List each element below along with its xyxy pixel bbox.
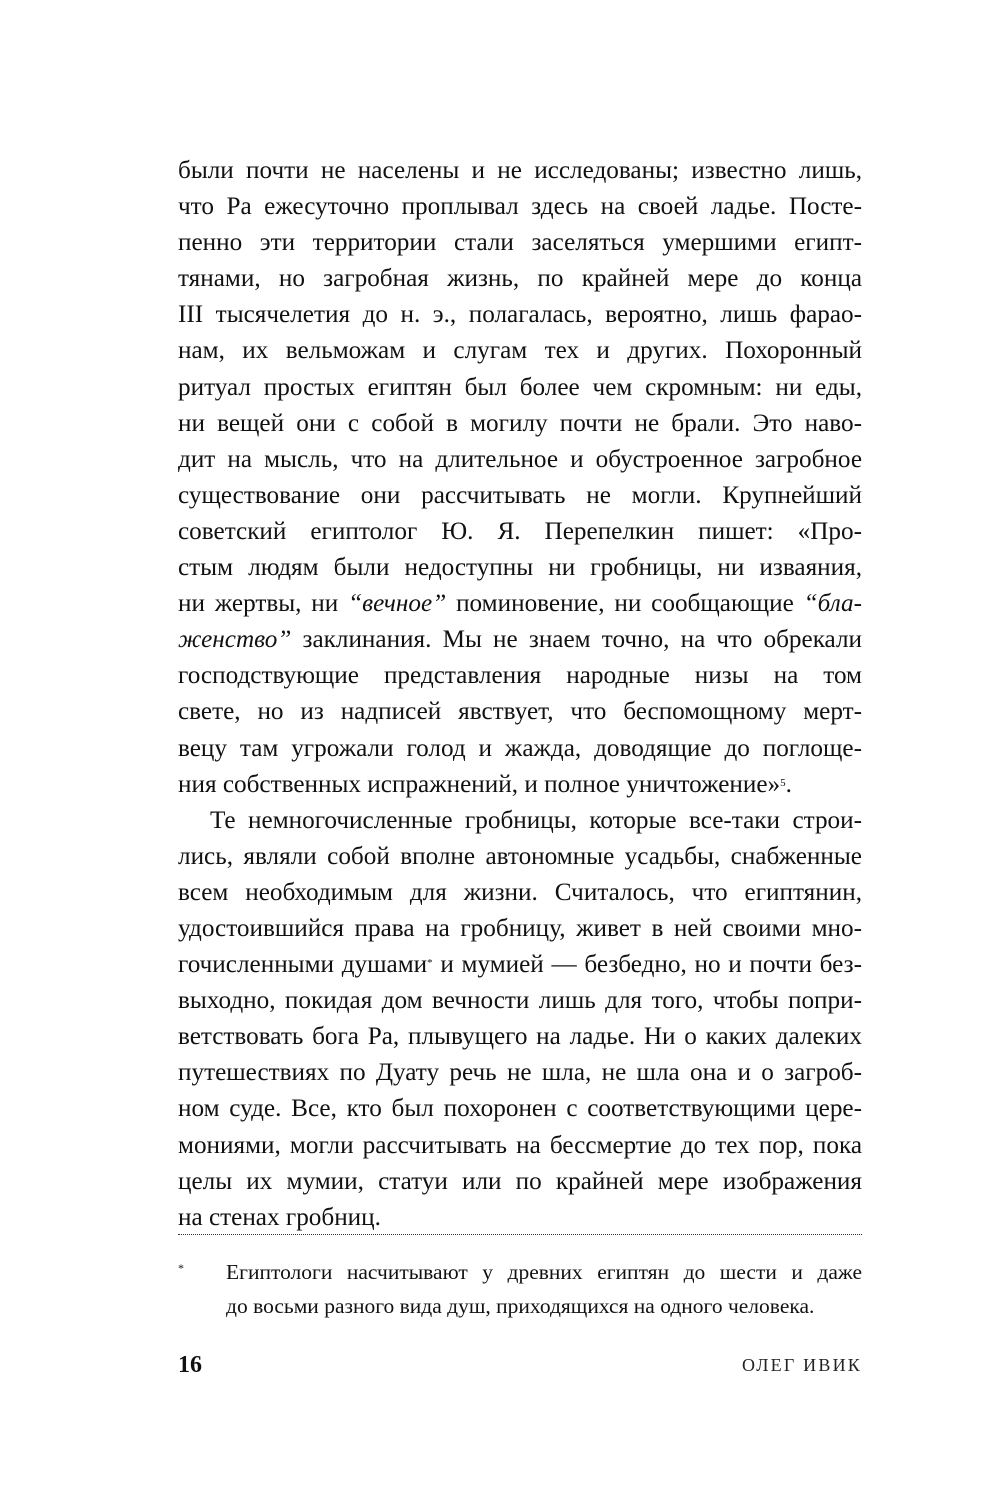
footnote-mark: * [178, 1261, 184, 1275]
text-run: гочисленными душами [178, 951, 428, 979]
footnote-line: до восьми разного вида душ, приходящихся на одного человека. [226, 1294, 815, 1318]
text-run: ни вещей они с собой в могилу почти не брали. Это наво- [178, 409, 862, 437]
text-run: и мумией — безбедно, но и почти без- [432, 951, 862, 979]
text-line [178, 1055, 862, 1091]
text-line [178, 370, 862, 406]
running-header-author: ОЛЕГ ИВИК [741, 1355, 862, 1375]
paragraph [178, 803, 862, 1236]
text-run: тянами, но загробная жизнь, по крайней мере до конца [178, 265, 862, 293]
text-run: выходно, покидая дом вечности лишь для того, чтобы попри- [178, 987, 862, 1015]
text-run: нам, их вельможам и слугам тех и других. Похоронный [178, 337, 862, 365]
text-run: свете, но из надписей явствует, что беспомощному мерт- [178, 698, 862, 726]
text-line [178, 514, 862, 550]
text-line [178, 1019, 862, 1055]
text-line [178, 803, 862, 839]
text-line [178, 983, 862, 1019]
text-run: дит на мысль, что на длительное и обустроенное загробное [178, 445, 862, 473]
page-number: 16 [178, 1352, 202, 1378]
text-run: были почти не населены и не исследованы; известно лишь, [178, 157, 862, 184]
text-run: ном суде. Все, кто был похоронен с соответствующими цере- [178, 1095, 862, 1123]
text-line [178, 911, 862, 947]
text-line [178, 1128, 862, 1164]
footnote-text [226, 1255, 862, 1323]
text-run: заклинания. Мы не знаем точно, на что обрекали [291, 626, 862, 654]
text-line [178, 153, 862, 189]
text-line [178, 839, 862, 875]
footnote-divider [178, 1234, 862, 1235]
text-run: III тысячелетия до н. э., полагалась, вероятно, лишь фарао- [178, 301, 862, 329]
italic-text: женство” [178, 626, 292, 654]
note-reference: 5 [780, 776, 786, 789]
footnote-line: Египтологи насчитывают у древних египтян до шести и даже [226, 1260, 862, 1284]
text-run: на стенах гробниц. [178, 1203, 381, 1231]
text-line [178, 767, 862, 803]
text-run: . [785, 770, 792, 798]
text-line [178, 1200, 862, 1236]
text-run: вецу там угрожали голод и жажда, доводящие до поглоще- [178, 734, 862, 762]
text-run: что Ра ежесуточно проплывал здесь на своей ладье. Посте- [178, 193, 862, 221]
text-run: удостоившийся права на гробницу, живет в ней своими мно- [178, 914, 862, 942]
text-line [178, 658, 862, 694]
text-line [178, 189, 862, 225]
text-line [178, 297, 862, 333]
text-run: лись, являли собой вполне автономные усадьбы, снабженные [178, 842, 862, 870]
text-run: ветствовать бога Ра, плывущего на ладье. Ни о каких далеких [178, 1023, 862, 1051]
text-line [178, 731, 862, 767]
text-run: господствующие представления народные низы на том [178, 662, 862, 690]
text-line [178, 406, 862, 442]
footnote [178, 1255, 862, 1323]
text-line [178, 333, 862, 369]
italic-text: “бла- [803, 590, 862, 618]
text-line [178, 225, 862, 261]
text-run: Те немногочисленные гробницы, которые все-таки строи- [210, 806, 862, 834]
text-run: ния собственных испражнений, и полное уничтожение» [178, 770, 781, 798]
text-line [178, 875, 862, 911]
text-line [178, 586, 862, 622]
text-line [178, 550, 862, 586]
text-line [178, 947, 862, 983]
note-reference: * [427, 957, 433, 970]
text-run: стым людям были недоступны ни гробницы, ни изваяния, [178, 554, 862, 582]
text-line [178, 694, 862, 730]
text-run: целы их мумии, статуи или по крайней мере изображения [178, 1167, 862, 1195]
text-run: поминовение, ни сообщающие [446, 590, 804, 618]
text-run: советский египтолог Ю. Я. Перепелкин пишет: «Про- [178, 517, 862, 545]
text-line [178, 442, 862, 478]
main-text [178, 153, 862, 1236]
page-footer [178, 1352, 862, 1382]
text-run: пенно эти территории стали заселяться умершими египт- [178, 229, 862, 257]
text-run: существование они рассчитывать не могли. Крупнейший [178, 481, 862, 509]
text-run: всем необходимым для жизни. Считалось, что египтянин, [178, 878, 862, 906]
text-line [178, 1164, 862, 1200]
text-line [178, 1091, 862, 1127]
text-run: ни жертвы, ни [178, 590, 349, 618]
text-run: мониями, могли рассчитывать на бессмертие до тех пор, пока [178, 1131, 862, 1159]
text-line [178, 622, 862, 658]
paragraph [178, 153, 862, 803]
italic-text: “вечное” [348, 590, 447, 618]
text-run: путешествиях по Дуату речь не шла, не шла она и о загроб- [178, 1059, 862, 1087]
text-run: ритуал простых египтян был более чем скромным: ни еды, [178, 373, 862, 401]
text-line [178, 478, 862, 514]
text-line [178, 261, 862, 297]
